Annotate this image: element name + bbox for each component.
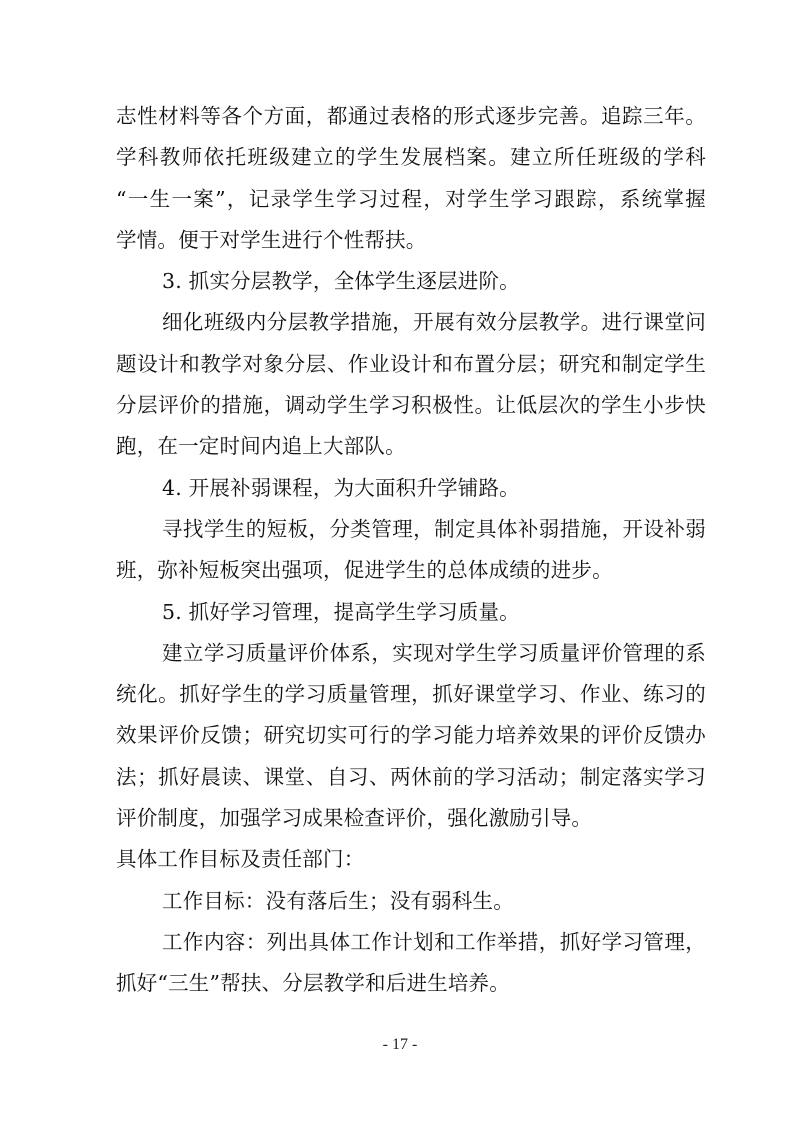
paragraph-line: “一生一案”，记录学生学习过程，对学生学习跟踪，系统掌握 xyxy=(116,186,706,211)
body-text xyxy=(116,96,706,1005)
paragraph-line: 建立学习质量评价体系，实现对学生学习质量评价管理的系 xyxy=(162,640,706,665)
paragraph-line: 统化。抓好学生的学习质量管理，抓好课堂学习、作业、练习的 xyxy=(116,682,706,707)
paragraph-line: 寻找学生的短板，分类管理，制定具体补弱措施，开设补弱 xyxy=(162,516,706,541)
paragraph-line: 分层评价的措施，调动学生学习积极性。让低层次的学生小步快 xyxy=(116,393,706,418)
paragraph-line: 效果评价反馈；研究切实可行的学习能力培养效果的评价反馈办 xyxy=(116,723,706,748)
paragraph-line: 学科教师依托班级建立的学生发展档案。建立所任班级的学科 xyxy=(116,145,706,170)
paragraph-line: 细化班级内分层教学措施，开展有效分层教学。进行课堂问 xyxy=(162,310,706,335)
page-number: - 17 - xyxy=(382,1036,418,1053)
paragraph-line: 志性材料等各个方面，都通过表格的形式逐步完善。追踪三年。 xyxy=(116,104,706,128)
paragraph-line: 班，弥补短板突出强项，促进学生的总体成绩的进步。 xyxy=(116,558,613,583)
paragraph-line: 工作内容：列出具体工作计划和工作举措，抓好学习管理， xyxy=(162,929,706,954)
section-heading: 5. 抓好学习管理，提高学生学习质量。 xyxy=(162,599,520,624)
paragraph-line: 法；抓好晨读、课堂、自习、两休前的学习活动；制定落实学习 xyxy=(116,764,706,789)
paragraph-line: 工作目标：没有落后生；没有弱科生。 xyxy=(162,888,514,913)
paragraph-line: 评价制度，加强学习成果检查评价，强化激励引导。 xyxy=(116,806,593,831)
section-heading: 4. 开展补弱课程，为大面积升学铺路。 xyxy=(162,475,520,500)
paragraph-line: 题设计和教学对象分层、作业设计和布置分层；研究和制定学生 xyxy=(116,351,706,376)
paragraph-line: 抓好“三生”帮扶、分层教学和后进生培养。 xyxy=(116,971,510,996)
subheading: 具体工作目标及责任部门： xyxy=(116,847,365,872)
section-heading: 3. 抓实分层教学，全体学生逐层进阶。 xyxy=(162,269,520,294)
paragraph-line: 学情。便于对学生进行个性帮扶。 xyxy=(116,227,427,252)
paragraph-line: 跑，在一定时间内追上大部队。 xyxy=(116,434,406,459)
